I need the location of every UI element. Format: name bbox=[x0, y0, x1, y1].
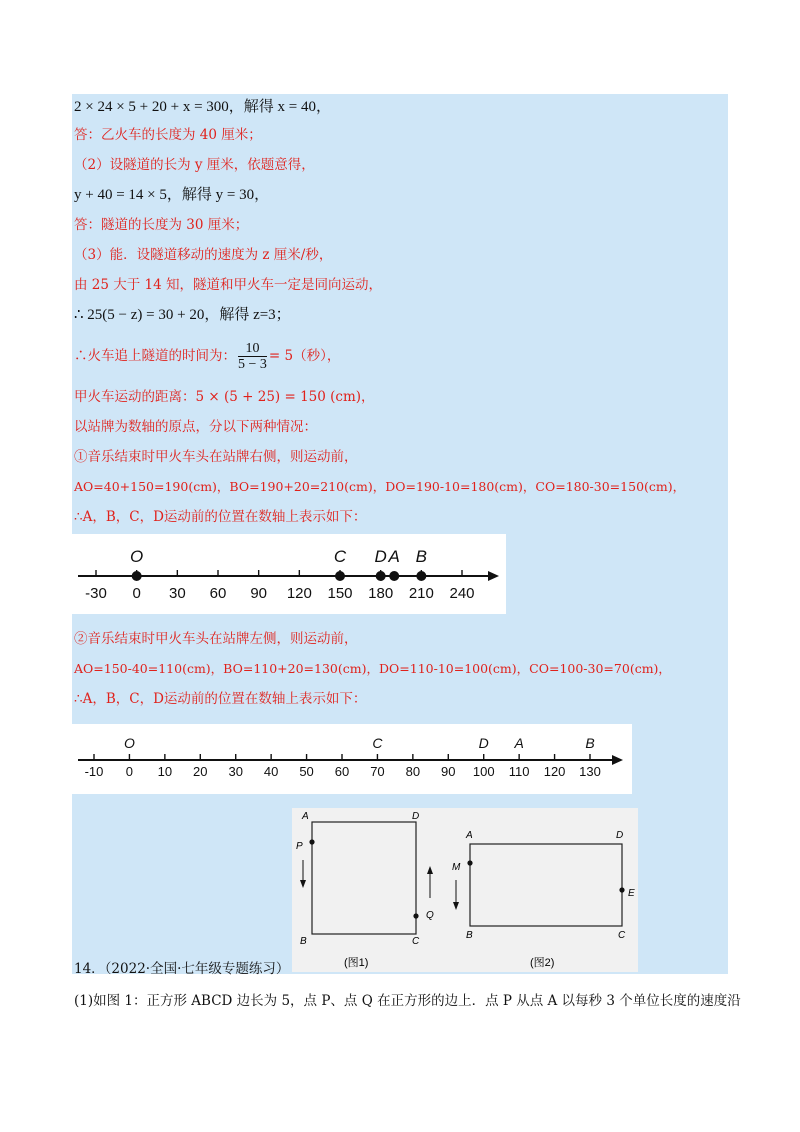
axis-point-label-d: D bbox=[374, 547, 387, 566]
axis-tick-label: 40 bbox=[263, 764, 279, 779]
axis-point-b bbox=[416, 571, 426, 581]
axis-tick-label: 70 bbox=[370, 764, 385, 779]
fig2-label-c: C bbox=[618, 930, 626, 941]
axis-tick-label: 120 bbox=[286, 585, 312, 602]
axis-tick-label: 10 bbox=[157, 764, 173, 779]
time-line-suffix: = 5（秒）， bbox=[268, 348, 341, 364]
axis-point-d bbox=[376, 571, 386, 581]
equation-line-3: ∴ 25(5 − z) = 30 + 20，解得 z=3； bbox=[74, 307, 291, 323]
axis-point-label-d: D bbox=[478, 735, 489, 751]
axis-tick-label: -30 bbox=[85, 585, 107, 602]
answer-line-1: 答：乙火车的长度为 40 厘米； bbox=[74, 127, 262, 143]
direction-line: 由 25 大于 14 知，隧道和甲火车一定是同向运动， bbox=[74, 277, 383, 293]
number-line-1 bbox=[72, 534, 506, 614]
number-line-1-svg bbox=[72, 534, 506, 614]
axis-point-label-c: C bbox=[333, 547, 347, 566]
case2-axis-intro: ∴A，B，C，D运动前的位置在数轴上表示如下： bbox=[74, 691, 367, 707]
geometry-figures bbox=[292, 808, 638, 972]
axis-tick-label: 80 bbox=[405, 764, 421, 779]
axis-tick-label: 60 bbox=[334, 764, 350, 779]
axis-point-label-c: C bbox=[372, 735, 383, 751]
axis-tick-label: 20 bbox=[193, 764, 208, 779]
time-line bbox=[74, 338, 340, 374]
figure2-rectangle bbox=[470, 844, 622, 926]
case1-axis-intro: ∴A，B，C，D运动前的位置在数轴上表示如下： bbox=[74, 509, 367, 525]
axis-point-label-a: A bbox=[514, 735, 524, 751]
fig1-caption: (图1) bbox=[344, 957, 369, 969]
axis-tick-label: 210 bbox=[408, 585, 434, 602]
fraction-denominator: 5 − 3 bbox=[238, 356, 267, 372]
fig1-point-p bbox=[309, 839, 314, 844]
answer-line-2: 答：隧道的长度为 30 厘米； bbox=[74, 217, 249, 233]
fig2-label-a: A bbox=[466, 830, 473, 841]
fig2-label-b: B bbox=[466, 930, 473, 941]
fig1-label-a: A bbox=[302, 811, 309, 822]
case1-values: AO=40+150=190(cm)，BO=190+20=210(cm)，DO=190-10=180(cm)，CO=180-30=150(cm)， bbox=[74, 479, 686, 494]
part3-line: （3）能．设隧道移动的速度为 z 厘米/秒， bbox=[74, 247, 333, 263]
fig2-caption: (图2) bbox=[530, 957, 555, 969]
time-line-prefix: ∴火车追上隧道的时间为： bbox=[74, 348, 236, 364]
axis-arrowhead bbox=[488, 571, 499, 581]
fig1-label-d: D bbox=[412, 811, 420, 822]
fig1-point-q bbox=[413, 913, 418, 918]
axis-tick-label: 150 bbox=[327, 585, 353, 602]
axis-arrowhead bbox=[612, 755, 623, 765]
case2-values: AO=150-40=110(cm)，BO=110+20=130(cm)，DO=110-10=100(cm)，CO=100-30=70(cm)， bbox=[74, 661, 671, 676]
axis-point-o bbox=[132, 571, 142, 581]
fig2-label-d: D bbox=[616, 830, 624, 841]
axis-tick-label: 60 bbox=[209, 585, 227, 602]
equation-line-1: 2 × 24 × 5 + 20 + x = 300，解得 x = 40， bbox=[74, 99, 332, 115]
case2-line: ②音乐结束时甲火车头在站牌左侧，则运动前， bbox=[74, 631, 358, 647]
axis-tick-label: 120 bbox=[543, 764, 566, 779]
axis-point-a bbox=[389, 571, 399, 581]
axis-point-label-a: A bbox=[388, 547, 400, 566]
fraction-numerator: 10 bbox=[238, 341, 267, 357]
fig2-point-e bbox=[619, 887, 624, 892]
fig1-arrow-up-head bbox=[427, 866, 433, 874]
distance-line: 甲火车运动的距离：5 × (5 + 25) = 150 (cm)， bbox=[74, 389, 375, 405]
case1-line: ①音乐结束时甲火车头在站牌右侧，则运动前， bbox=[74, 449, 358, 465]
axis-tick-label: 30 bbox=[228, 764, 243, 779]
axis-tick-label: 130 bbox=[579, 764, 601, 779]
number-line-2-svg bbox=[72, 724, 632, 794]
axis-tick-label: 0 bbox=[125, 764, 134, 779]
axis-point-label-b: B bbox=[585, 735, 595, 751]
axis-tick-label: 50 bbox=[299, 764, 314, 779]
number-line-2 bbox=[72, 724, 632, 794]
axis-tick-label: 110 bbox=[508, 764, 530, 779]
axis-tick-label: -10 bbox=[84, 764, 104, 779]
axis-point-label-b: B bbox=[415, 547, 428, 566]
figure1-square bbox=[312, 822, 416, 934]
axis-tick-label: 90 bbox=[441, 764, 456, 779]
fig2-label-m: M bbox=[452, 862, 461, 873]
part2-line: （2）设隧道的长为 y 厘米，依题意得， bbox=[74, 157, 315, 173]
axis-tick-label: 30 bbox=[168, 585, 186, 602]
axis-point-c bbox=[335, 571, 345, 581]
fig2-label-e: E bbox=[628, 888, 635, 899]
fig1-label-c: C bbox=[412, 936, 420, 947]
problem-14-text: (1)如图 1：正方形 ABCD 边长为 5，点 P、点 Q 在正方形的边上．点 P 从点 A 以每秒 3 个单位长度的速度沿 bbox=[74, 993, 741, 1009]
time-fraction bbox=[238, 341, 267, 372]
axis-tick-label: 100 bbox=[472, 764, 495, 779]
equation-line-2: y + 40 = 14 × 5，解得 y = 30， bbox=[74, 187, 270, 203]
fig1-label-p: P bbox=[296, 841, 303, 852]
fig1-arrow-down-head bbox=[300, 880, 306, 888]
fig2-arrow-down-head bbox=[453, 902, 459, 910]
axis-tick-label: 180 bbox=[368, 585, 394, 602]
axis-tick-label: 240 bbox=[449, 585, 475, 602]
fig1-label-q: Q bbox=[426, 910, 434, 921]
origin-line: 以站牌为数轴的原点，分以下两种情况： bbox=[74, 419, 317, 435]
axis-point-label-o: O bbox=[123, 735, 135, 751]
fig1-label-b: B bbox=[300, 936, 307, 947]
axis-tick-label: 90 bbox=[250, 585, 268, 602]
problem-14-header: 14．（2022·全国·七年级专题练习） bbox=[74, 961, 290, 977]
fig2-point-m bbox=[467, 860, 472, 865]
geometry-figures-svg bbox=[292, 808, 638, 972]
axis-point-label-o: O bbox=[130, 547, 144, 566]
axis-tick-label: 0 bbox=[132, 585, 141, 602]
